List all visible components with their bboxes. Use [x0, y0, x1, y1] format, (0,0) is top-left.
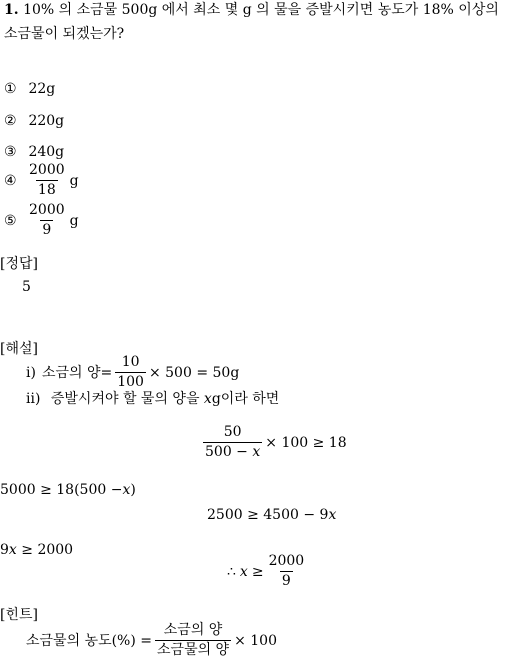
- step-suffix: × 500 = 50g: [148, 364, 240, 381]
- fraction-numerator: 소금의 양: [163, 622, 223, 638]
- question-number: 1.: [4, 2, 19, 18]
- fraction-denominator: 9: [281, 573, 291, 589]
- choice-4: [4, 163, 79, 198]
- fraction-numerator: 10: [121, 354, 140, 370]
- variable-x: x: [328, 507, 337, 523]
- hint-fraction: [155, 623, 231, 658]
- equation-3: [207, 507, 336, 523]
- choice-fraction: [27, 203, 67, 238]
- equation-2: [0, 482, 136, 498]
- choice-text: 240g: [28, 144, 65, 160]
- choice-3: [4, 144, 64, 160]
- step-text-post: g이라 하면: [211, 391, 280, 407]
- step-prefix: 소금의 양=: [41, 364, 113, 381]
- step-fraction: [115, 355, 146, 390]
- variable-x: x: [239, 563, 248, 580]
- equation-suffix: × 100 ≥ 18: [265, 434, 347, 451]
- question-text-1: 10% 의 소금물 500g 에서 최소 몇 g 의 물을 증발시키면 농도가 18% 이상의: [23, 2, 499, 18]
- equation-post: ): [130, 482, 136, 498]
- choice-unit: g: [69, 212, 79, 229]
- choice-1: [4, 81, 55, 97]
- equation-5: [227, 554, 309, 589]
- equation-pre: 5000 ≥ 18(500 −: [0, 482, 123, 498]
- variable-x: x: [203, 391, 212, 407]
- question-line-2: 소금물이 되겠는가?: [4, 26, 125, 42]
- fraction-denominator: 18: [37, 182, 56, 198]
- variable-x: x: [252, 444, 261, 460]
- step-marker: ⅱ): [26, 391, 41, 407]
- hint-formula: [26, 623, 277, 658]
- equation-1: [200, 425, 347, 460]
- choice-2: [4, 113, 64, 129]
- fraction-denominator: 9: [42, 222, 52, 238]
- choice-unit: g: [69, 172, 79, 189]
- hint-suffix: × 100: [234, 632, 277, 649]
- choice-marker: ⑤: [4, 212, 17, 229]
- explanation-step-2: [26, 391, 279, 407]
- hint-prefix: 소금물의 농도(%) =: [26, 632, 153, 649]
- equation-pre: 9: [0, 542, 9, 558]
- choice-marker: ②: [4, 113, 17, 129]
- fraction-denominator: [203, 442, 262, 460]
- fraction-numerator: 50: [223, 424, 242, 440]
- denominator-text: 500 −: [205, 444, 248, 460]
- answer-value: 5: [22, 279, 31, 295]
- step-marker: ⅰ): [26, 364, 36, 381]
- equation-4: [0, 542, 73, 558]
- equation-pre: 2500 ≥ 4500 − 9: [207, 507, 329, 523]
- therefore-symbol: ∴: [227, 563, 236, 580]
- answer-label: [정답]: [0, 256, 38, 272]
- fraction-numerator: 2000: [29, 162, 65, 178]
- step-text-pre: 증발시켜야 할 물의 양을: [50, 391, 200, 407]
- variable-x: x: [122, 482, 131, 498]
- choice-text: 22g: [28, 81, 56, 97]
- choice-5: [4, 203, 79, 238]
- question-line-1: [4, 2, 499, 18]
- variable-x: x: [8, 542, 17, 558]
- explanation-label: [해설]: [0, 341, 38, 357]
- choice-text: 220g: [28, 113, 65, 129]
- fraction-denominator: 소금물의 양: [157, 642, 230, 658]
- equation-relation: ≥: [251, 563, 264, 580]
- choice-fraction: [27, 163, 67, 198]
- choice-marker: ④: [4, 172, 17, 189]
- equation-fraction: [267, 554, 307, 589]
- fraction-numerator: 2000: [268, 553, 305, 569]
- equation-post: ≥ 2000: [21, 542, 74, 558]
- fraction-denominator: 100: [117, 374, 144, 390]
- equation-fraction: [203, 425, 262, 460]
- choice-marker: ①: [4, 81, 17, 97]
- hint-label: [힌트]: [0, 607, 38, 623]
- fraction-numerator: 2000: [29, 202, 65, 218]
- explanation-step-1: [26, 355, 239, 390]
- choice-marker: ③: [4, 144, 17, 160]
